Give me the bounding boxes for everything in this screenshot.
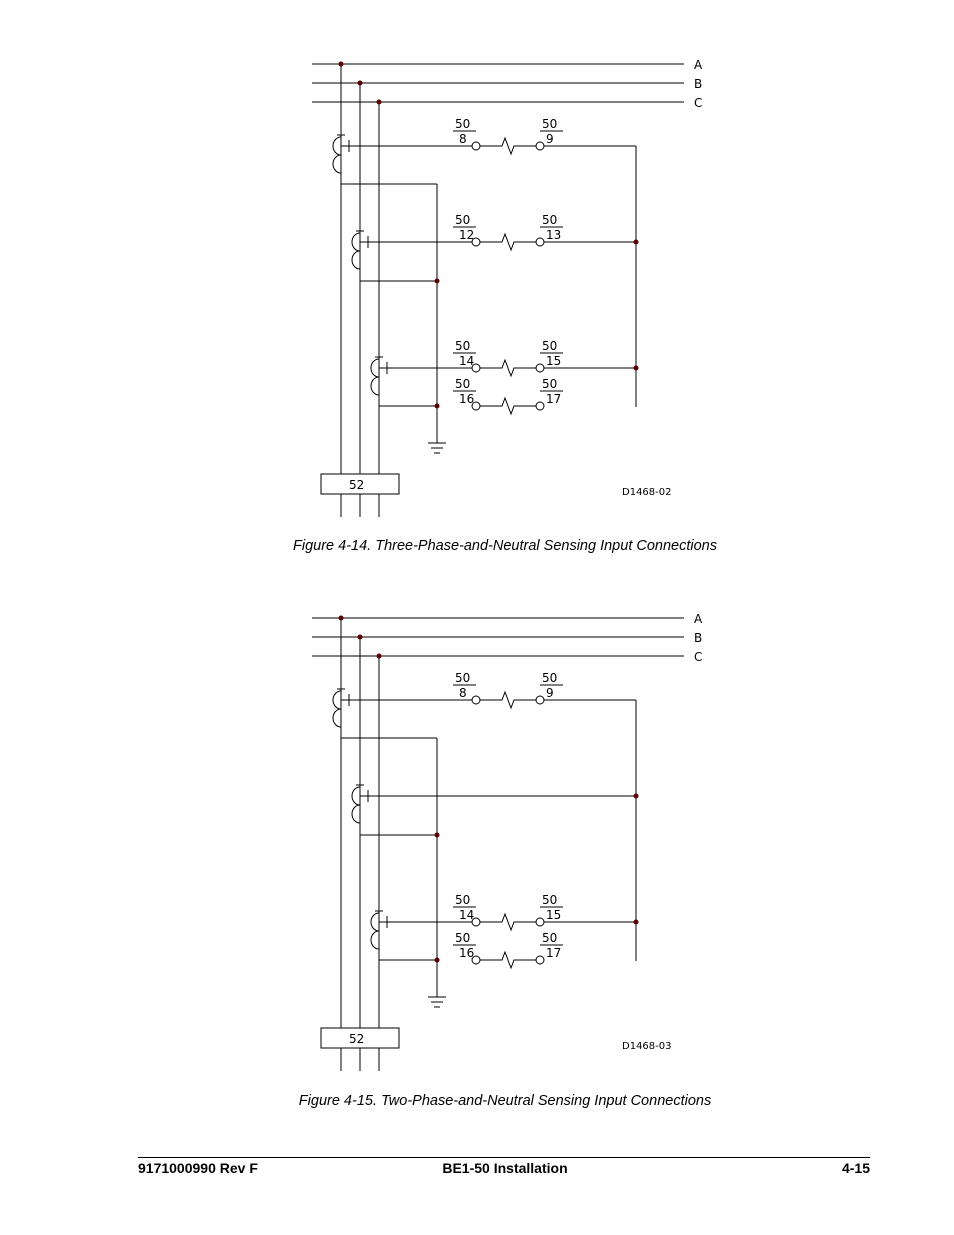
drawing-number: D1468-03 [622,1041,672,1052]
terminal-number-label: 17 [546,946,562,960]
terminal-number-label: 16 [459,392,475,406]
phase-label-a: A [694,612,703,626]
junction-dot [634,920,639,925]
ct-coil [352,787,360,823]
terminal-number-label: 8 [459,132,467,146]
phase-label-c: C [694,650,703,664]
junction-dot [377,100,382,105]
terminal-number-label: 14 [459,354,475,368]
terminal-function-label: 50 [542,339,558,353]
terminal-function-label: 50 [542,117,558,131]
terminal-circle [536,918,544,926]
terminal-number-label: 12 [459,228,475,242]
ct-coil [371,913,379,949]
terminal-number-label: 9 [546,686,554,700]
terminal-function-label: 50 [542,671,558,685]
phase-label-b: B [694,77,703,91]
terminal-circle [536,956,544,964]
terminal-function-label: 50 [455,671,471,685]
junction-dot [358,81,363,86]
footer-document-number: 9171000990 Rev F [138,1160,258,1176]
phase-label-b: B [694,631,703,645]
terminal-number-label: 15 [546,908,562,922]
terminal-circle [536,364,544,372]
terminal-number-label: 8 [459,686,467,700]
terminal-function-label: 50 [455,339,471,353]
drawing-number: D1468-02 [622,487,672,498]
junction-dot [377,654,382,659]
terminal-function-label: 50 [542,377,558,391]
terminal-function-label: 50 [455,377,471,391]
terminal-function-label: 50 [542,213,558,227]
figure-4-14-diagram [300,55,703,525]
junction-dot [339,616,344,621]
terminal-circle [536,402,544,410]
terminal-function-label: 50 [455,213,471,227]
terminal-function-label: 50 [542,893,558,907]
phase-label-a: A [694,58,703,72]
terminal-circle [536,142,544,150]
terminal-circle [472,696,480,704]
terminal-circle [536,238,544,246]
terminal-number-label: 13 [546,228,562,242]
breaker-label: 52 [349,1032,365,1046]
terminal-function-label: 50 [455,893,471,907]
schematic-svg [300,609,703,1079]
junction-dot [634,240,639,245]
junction-dot [435,958,440,963]
figure-4-15-diagram [300,609,703,1079]
terminal-function-label: 50 [542,931,558,945]
schematic-svg [300,55,703,525]
junction-dot [435,833,440,838]
terminal-number-label: 9 [546,132,554,146]
footer-section-title: BE1-50 Installation [442,1160,568,1176]
terminal-number-label: 15 [546,354,562,368]
ct-coil [352,233,360,269]
breaker-label: 52 [349,478,365,492]
terminal-number-label: 16 [459,946,475,960]
junction-dot [435,404,440,409]
junction-dot [358,635,363,640]
ct-coil [333,137,341,173]
terminal-function-label: 50 [455,931,471,945]
phase-label-c: C [694,96,703,110]
junction-dot [634,366,639,371]
footer-page-number: 4-15 [841,1160,870,1176]
terminal-number-label: 17 [546,392,562,406]
junction-dot [339,62,344,67]
terminal-function-label: 50 [455,117,471,131]
terminal-circle [472,142,480,150]
figure-4-15-caption: Figure 4-15. Two-Phase-and-Neutral Sensing Input Connections [298,1093,712,1109]
footer-divider [138,1157,870,1158]
figure-4-14-caption: Figure 4-14. Three-Phase-and-Neutral Sensing Input Connections [293,538,717,554]
ct-coil [333,691,341,727]
ct-coil [371,359,379,395]
terminal-circle [536,696,544,704]
junction-dot [634,794,639,799]
terminal-number-label: 14 [459,908,475,922]
junction-dot [435,279,440,284]
